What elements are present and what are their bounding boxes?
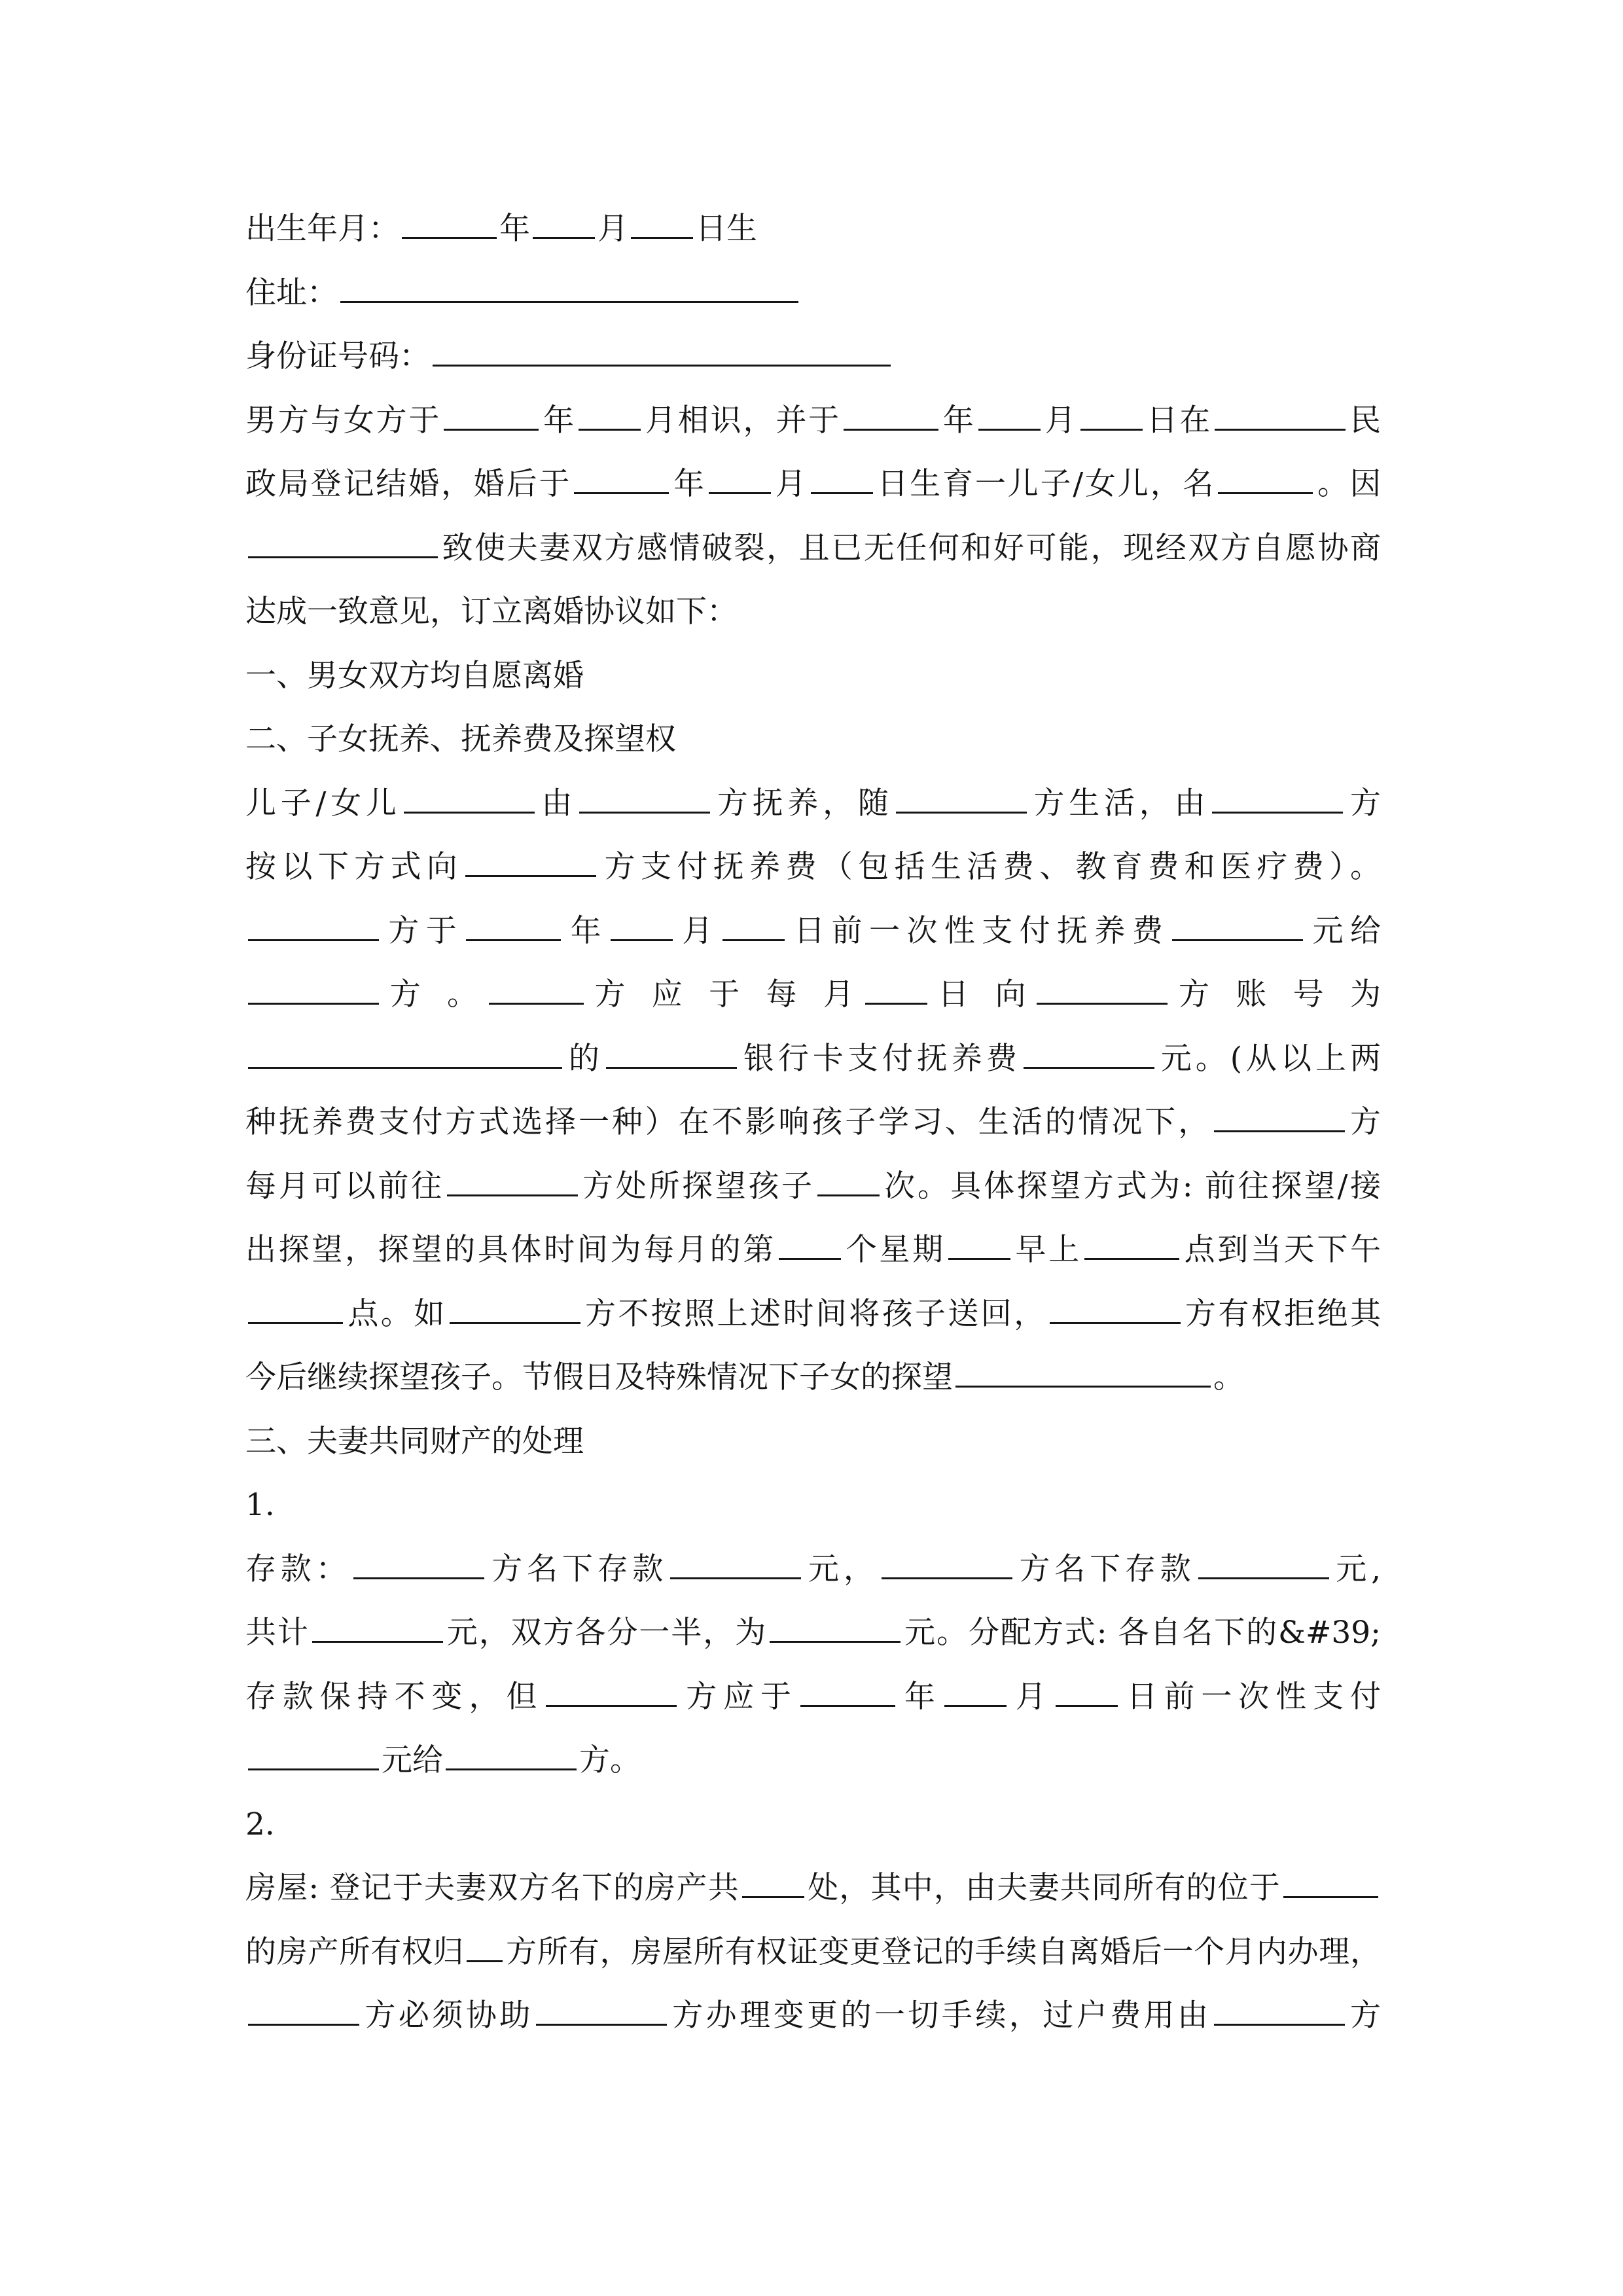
section-heading: 二、子女抚养、抚养费及探望权 (245, 721, 676, 757)
text: 年 (541, 403, 576, 439)
text: 由 (537, 785, 577, 821)
deposit-amount-a-blank[interactable] (670, 1545, 801, 1579)
text: 日前一次性支付 (1120, 1679, 1381, 1715)
text: 方 账 号 为 (1170, 977, 1381, 1013)
text: 日 向 (929, 977, 1035, 1013)
custody-line-5 (245, 1033, 1381, 1085)
section-heading: 一、男女双方均自愿离婚 (245, 658, 584, 694)
bank-blank[interactable] (606, 1034, 737, 1069)
item-2-number (245, 1799, 1381, 1851)
monthly-amount-blank[interactable] (1024, 1034, 1154, 1069)
deposit-day-blank[interactable] (1056, 1672, 1118, 1707)
marry-day-blank[interactable] (1080, 396, 1143, 431)
weekday-blank[interactable] (948, 1225, 1010, 1260)
text: 元，双方各分一半，为 (445, 1615, 768, 1651)
text: 方 (1347, 1998, 1381, 2034)
birth-child-month-blank[interactable] (709, 459, 771, 494)
text: 点到当天下午 (1181, 1232, 1381, 1268)
text: 方名下存款 (487, 1551, 668, 1587)
custody-line-2 (245, 841, 1381, 893)
birth-child-day-blank[interactable] (811, 459, 873, 494)
bureau-blank[interactable] (1215, 396, 1346, 431)
text: 点。如 (346, 1296, 447, 1332)
text: 日在 (1145, 403, 1213, 439)
deposit-line-2 (245, 1607, 1381, 1659)
text: 次。具体探望方式为: 前往探望/接 (882, 1168, 1381, 1204)
birth-month-blank[interactable] (533, 204, 595, 239)
refuse-party-blank[interactable] (1050, 1289, 1181, 1324)
text: 处，其中，由夫妻共同所有的位于 (806, 1870, 1281, 1906)
birth-year-blank[interactable] (402, 204, 497, 239)
address-line (245, 267, 1381, 319)
text: 出探望，探望的具体时间为每月的第 (245, 1232, 777, 1268)
deposit-half-blank[interactable] (770, 1608, 901, 1643)
text: 年 (897, 1679, 942, 1715)
text: 方必须协助 (362, 1998, 533, 2034)
house-line-2 (245, 1926, 1381, 1979)
text: 方 (1346, 785, 1381, 821)
text: 儿子/女儿 (245, 785, 401, 821)
text: 年 (941, 403, 976, 439)
text: 方名下存款 (1014, 1551, 1196, 1587)
lump-payee-blank[interactable] (248, 970, 379, 1005)
text: 方不按照上述时间将孩子送回， (582, 1296, 1047, 1332)
text: 共计 (245, 1615, 310, 1651)
payer-blank[interactable] (1212, 779, 1343, 814)
custody-line-6 (245, 1096, 1381, 1149)
text: 达成一致意见，订立离婚协议如下： (245, 594, 738, 630)
live-with-blank[interactable] (896, 779, 1027, 814)
text: 方所有，房屋所有权证变更登记的手续自离婚后一个月内办理， (505, 1934, 1381, 1970)
house-location-blank[interactable] (1283, 1863, 1378, 1898)
lump-amount-blank[interactable] (1172, 906, 1303, 941)
text: 年 (563, 913, 609, 949)
marriage-line-3 (245, 522, 1381, 575)
house-line-1 (245, 1862, 1381, 1914)
text: 月 (675, 913, 720, 949)
payee-blank[interactable] (465, 842, 596, 877)
marry-year-blank[interactable] (844, 396, 938, 431)
id-number-label: 身份证号码： (245, 338, 430, 374)
deposit-line-4 (245, 1734, 1381, 1787)
birth-month-text: 月 (597, 211, 628, 247)
text: 方 。 (382, 977, 486, 1013)
custody-line-3 (245, 905, 1381, 958)
text: 方。 (579, 1742, 641, 1778)
text: 存款保持不变，但 (245, 1679, 544, 1715)
text: 方生活，由 (1029, 785, 1210, 821)
transfer-party-blank[interactable] (536, 1991, 667, 2026)
text: 方应于 (679, 1679, 798, 1715)
visit-count-blank[interactable] (817, 1162, 880, 1196)
text: 方处所探望孩子 (580, 1168, 815, 1204)
section-1-heading (245, 650, 1381, 702)
deposit-amount-b-blank[interactable] (1198, 1545, 1329, 1579)
text: 方支付抚养费（包括生活费、教育费和医疗费）。 (599, 849, 1381, 885)
deposit-payer-blank[interactable] (546, 1672, 677, 1707)
monthly-day-blank[interactable] (865, 970, 927, 1005)
text: 年 (671, 466, 706, 502)
item-number: 2. (245, 1806, 275, 1842)
text: 元给 (382, 1742, 443, 1778)
text: 房屋: 登记于夫妻双方名下的房产共 (245, 1870, 740, 1906)
house-owner-blank[interactable] (467, 1928, 503, 1962)
text: 月相识，并于 (643, 403, 842, 439)
text: 。 (1213, 1359, 1244, 1395)
text: 方 (1347, 1104, 1381, 1140)
text: 今后继续探望孩子。节假日及特殊情况下子女的探望 (245, 1359, 953, 1395)
section-3-heading (245, 1416, 1381, 1468)
deposit-pay-amount-blank[interactable] (248, 1736, 379, 1770)
monthly-payee-blank[interactable] (1037, 970, 1168, 1005)
text: 月 (1043, 403, 1078, 439)
start-hour-blank[interactable] (1084, 1225, 1179, 1260)
deposit-party-a-blank[interactable] (353, 1545, 484, 1579)
meet-year-blank[interactable] (444, 396, 539, 431)
return-party-blank[interactable] (450, 1289, 580, 1324)
deposit-party-b-blank[interactable] (882, 1545, 1012, 1579)
house-line-3 (245, 1990, 1381, 2042)
custody-line-1 (245, 778, 1381, 830)
custody-line-10 (245, 1352, 1381, 1404)
lump-day-blank[interactable] (722, 906, 785, 941)
assist-party-blank[interactable] (248, 1991, 359, 2026)
text: 种抚养费支付方式选择一种）在不影响孩子学习、生活的情况下， (245, 1104, 1212, 1140)
text: 方有权拒绝其 (1183, 1296, 1381, 1332)
text: 每月可以前往 (245, 1168, 444, 1204)
text: 政局登记结婚，婚后于 (245, 466, 572, 502)
custody-line-8 (245, 1224, 1381, 1276)
custodian-blank[interactable] (579, 779, 710, 814)
child-name-blank[interactable] (1218, 459, 1313, 494)
visit-place-blank[interactable] (447, 1162, 578, 1196)
text: 元。分配方式: 各自名下的&#39; (903, 1615, 1381, 1651)
week-number-blank[interactable] (779, 1225, 841, 1260)
birth-day-blank[interactable] (631, 204, 693, 239)
text: 存款： (245, 1551, 351, 1587)
marriage-line-2 (245, 458, 1381, 511)
lump-payer-blank[interactable] (248, 906, 379, 941)
address-blank[interactable] (340, 268, 798, 303)
text: 。因 (1315, 466, 1381, 502)
item-number: 1. (245, 1487, 275, 1523)
lump-month-blank[interactable] (611, 906, 673, 941)
birth-date-line (245, 203, 1381, 255)
text: 元， (804, 1551, 879, 1587)
text: 方抚养，随 (713, 785, 893, 821)
text: 方办理变更的一切手续，过户费用由 (669, 1998, 1211, 2034)
child-blank[interactable] (404, 779, 535, 814)
text: 日生育一儿子/女儿，名 (875, 466, 1216, 502)
custody-line-7 (245, 1160, 1381, 1213)
reason-blank[interactable] (248, 524, 438, 558)
birth-label: 出生年月： (245, 211, 399, 247)
lump-year-blank[interactable] (466, 906, 561, 941)
text: 个星期 (844, 1232, 946, 1268)
text: 元给 (1306, 913, 1381, 949)
account-number-blank[interactable] (248, 1034, 562, 1069)
monthly-payer-blank[interactable] (489, 970, 584, 1005)
text: 的房产所有权归 (245, 1934, 465, 1970)
id-number-blank[interactable] (433, 332, 891, 367)
birth-child-year-blank[interactable] (574, 459, 669, 494)
address-label: 住址： (245, 275, 338, 311)
deposit-total-blank[interactable] (312, 1608, 443, 1643)
birth-year-text: 年 (499, 211, 530, 247)
deposit-month-blank[interactable] (944, 1672, 1007, 1707)
holiday-visit-blank[interactable] (955, 1353, 1211, 1388)
marry-month-blank[interactable] (978, 396, 1041, 431)
custody-line-9 (245, 1288, 1381, 1340)
text: 方 应 于 每 月 (586, 977, 863, 1013)
marriage-line-4 (245, 586, 1381, 638)
fee-party-blank[interactable] (1214, 1991, 1345, 2026)
house-count-blank[interactable] (742, 1863, 804, 1898)
text: 月 (773, 466, 808, 502)
text: 银行卡支付抚养费 (739, 1041, 1021, 1077)
item-1-number (245, 1479, 1381, 1532)
text: 的 (565, 1041, 603, 1077)
visitor-blank[interactable] (1214, 1098, 1345, 1132)
text: 方于 (382, 913, 464, 949)
end-hour-blank[interactable] (248, 1289, 343, 1324)
text: 致使夫妻双方感情破裂，且已无任何和好可能，现经双方自愿协商 (440, 530, 1381, 566)
section-2-heading (245, 713, 1381, 766)
text: 日前一次性支付抚养费 (787, 913, 1170, 949)
deposit-line-1 (245, 1543, 1381, 1596)
text: 按以下方式向 (245, 849, 463, 885)
marriage-line-1 (245, 395, 1381, 447)
text: 月 (1008, 1679, 1053, 1715)
text: 早上 (1012, 1232, 1082, 1268)
deposit-year-blank[interactable] (800, 1672, 895, 1707)
text: 元, (1331, 1551, 1381, 1587)
text: 男方与女方于 (245, 403, 442, 439)
custody-line-4 (245, 969, 1381, 1021)
deposit-payee-blank[interactable] (446, 1736, 577, 1770)
id-number-line (245, 331, 1381, 383)
deposit-line-3 (245, 1671, 1381, 1723)
birth-day-text: 日生 (696, 211, 757, 247)
text: 民 (1348, 403, 1381, 439)
meet-month-blank[interactable] (579, 396, 641, 431)
section-heading: 三、夫妻共同财产的处理 (245, 1424, 584, 1460)
text: 元。(从以上两 (1156, 1041, 1381, 1077)
